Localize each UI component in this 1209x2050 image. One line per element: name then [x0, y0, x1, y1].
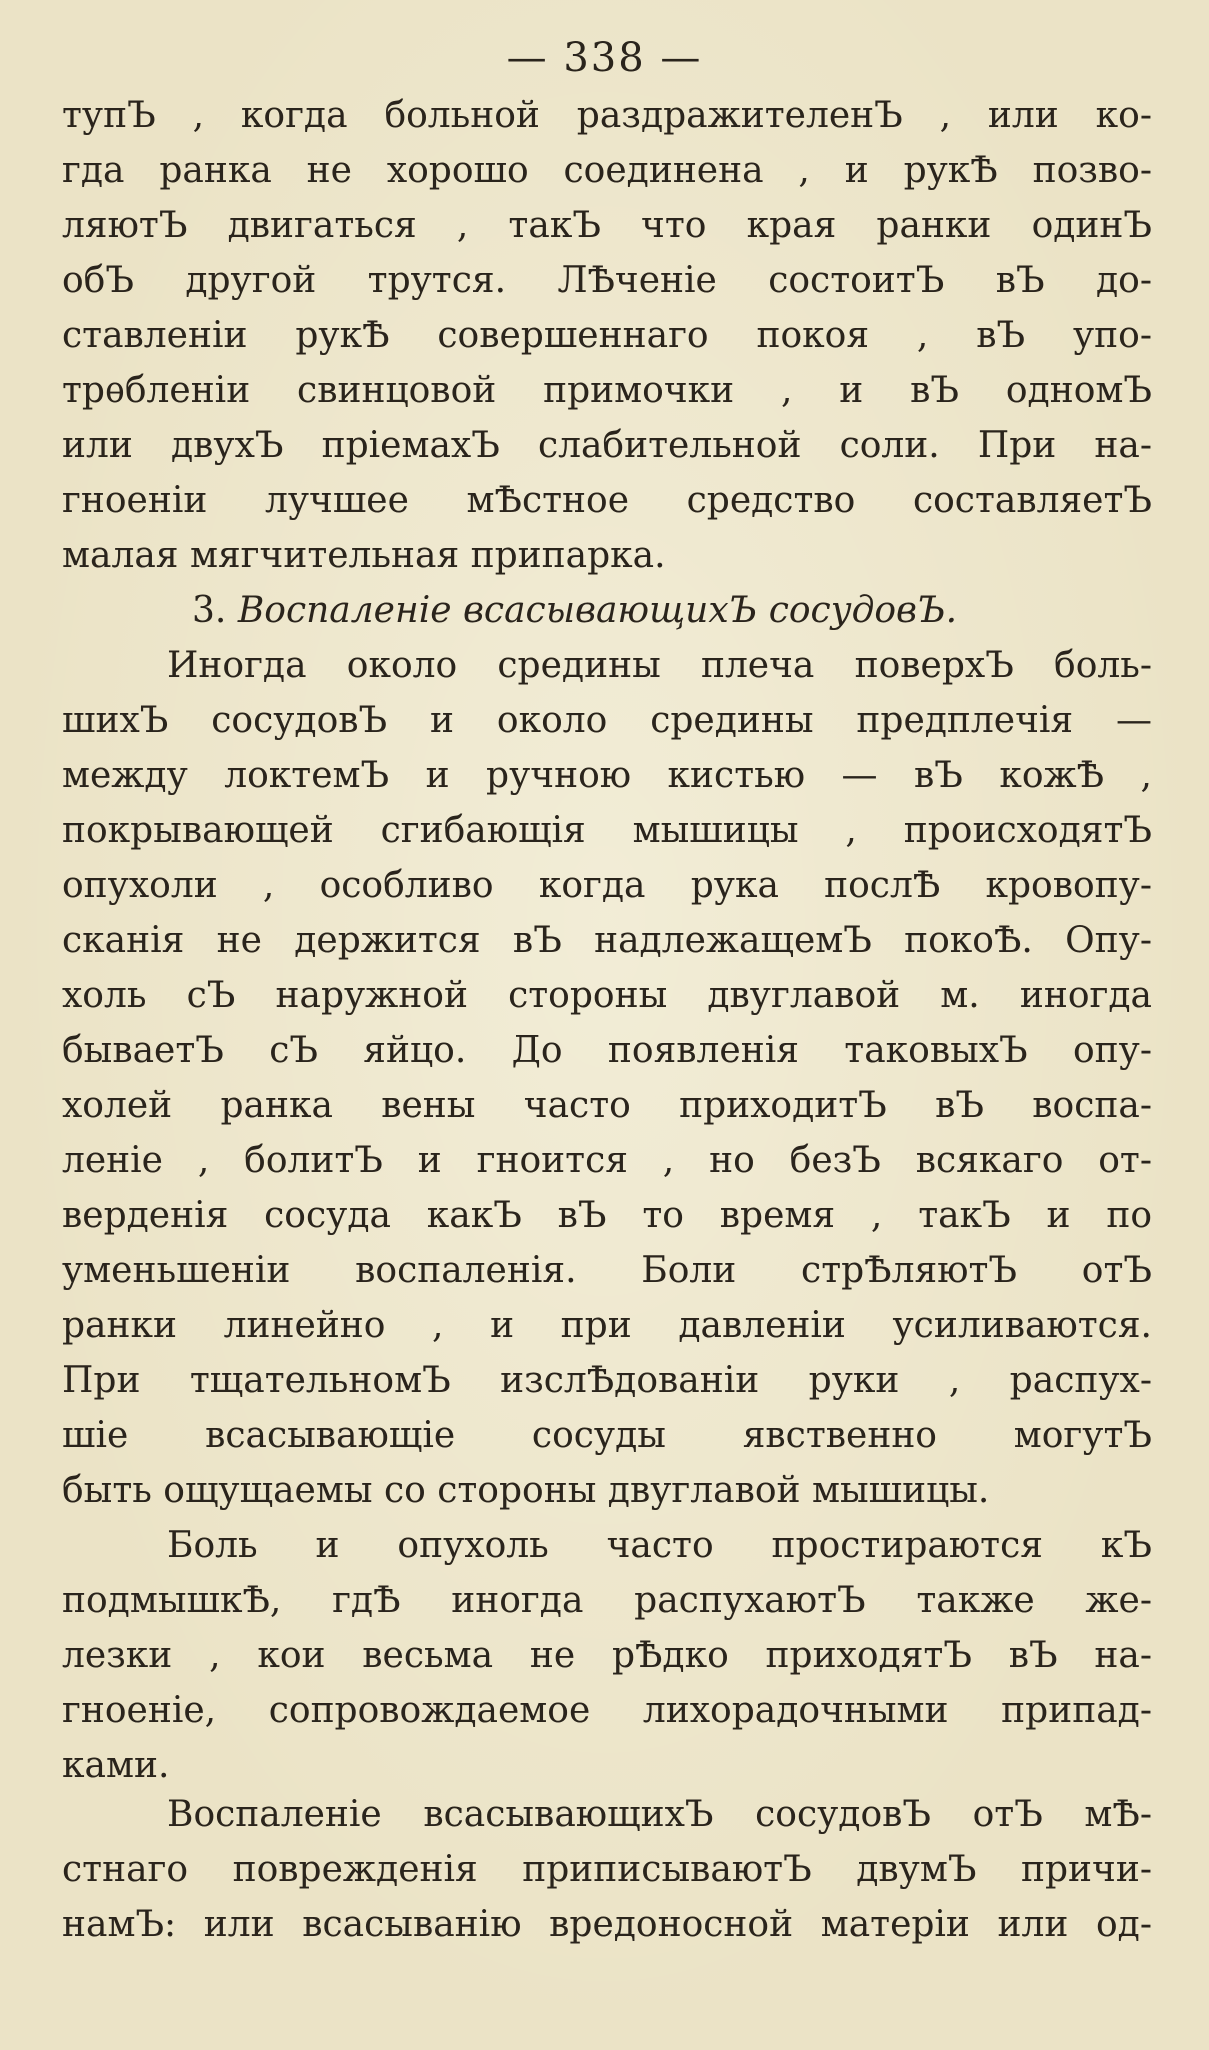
text-line: Воспаленіе всасывающихЪ сосудовЪ отЪ мѢ-: [167, 1794, 1152, 1835]
text-line: стнаго поврежденія приписываютЪ двумЪ причи-: [62, 1849, 1152, 1890]
text-line: шихЪ сосудовЪ и около средины предплечія —: [62, 700, 1152, 741]
page-number: — 338 —: [506, 35, 703, 81]
text-line: уменьшеніи воспаленія. Боли стрѢляютЪ отЪ: [62, 1250, 1152, 1291]
section-number: 3.: [192, 590, 227, 631]
text-line: опухоли , особливо когда рука послѢ кровопу-: [62, 865, 1152, 906]
text-line: быть ощущаемы со стороны двуглавой мышицы.: [62, 1470, 990, 1511]
text-line: холь сЪ наружной стороны двуглавой м. иногда: [62, 975, 1152, 1016]
text-line: покрывающей сгибающія мышицы , происходятЪ: [62, 810, 1152, 851]
text-line: или двухЪ пріемахЪ слабительной соли. При на-: [62, 425, 1152, 466]
section-heading-line: [62, 583, 1152, 638]
text-line: гноеніе, сопровождаемое лихорадочными припад-: [62, 1690, 1152, 1731]
paragraph-1: [62, 88, 1152, 583]
text-line: леніе , болитЪ и гноится , но безЪ всякаго от-: [62, 1140, 1152, 1181]
paragraph-4: [62, 1787, 1152, 1952]
text-line: При тщательномЪ изслѢдованіи руки , распух-: [62, 1360, 1152, 1401]
text-line: верденія сосуда какЪ вЪ то время , такЪ и по: [62, 1195, 1152, 1236]
text-line: холей ранка вены часто приходитЪ вЪ воспа-: [62, 1085, 1152, 1126]
section-heading: [62, 583, 1152, 638]
text-line: между локтемЪ и ручною кистью — вЪ кожѢ ,: [62, 755, 1152, 796]
text-line: Боль и опухоль часто простираются кЪ: [167, 1525, 1152, 1566]
text-line: подмышкѢ, гдѢ иногда распухаютЪ также же-: [62, 1580, 1152, 1621]
text-line: Иногда около средины плеча поверхЪ боль-: [167, 645, 1152, 686]
text-line: обЪ другой трутся. ЛѢченіе состоитЪ вЪ до-: [62, 260, 1152, 301]
text-line: бываетЪ сЪ яйцо. До появленія таковыхЪ опу-: [62, 1030, 1152, 1071]
text-line: ранки линейно , и при давленіи усиливаются.: [62, 1305, 1152, 1346]
text-line: ляютЪ двигаться , такЪ что края ранки одинЪ: [62, 205, 1152, 246]
text-line: гноеніи лучшее мѢстное средство составляетЪ: [62, 480, 1152, 521]
text-line: трѳбленіи свинцовой примочки , и вЪ одномЪ: [62, 370, 1152, 411]
text-line: лезки , кои весьма не рѢдко приходятЪ вЪ на-: [62, 1635, 1152, 1676]
text-line: тупЪ , когда больной раздражителенЪ , или ко-: [62, 95, 1152, 136]
text-line: гда ранка не хорошо соединена , и рукѢ позво-: [62, 150, 1152, 191]
text-line: ставленіи рукѢ совершеннаго покоя , вЪ упо-: [62, 315, 1152, 356]
text-line: ками.: [62, 1745, 170, 1786]
text-line: шіе всасывающіе сосуды явственно могутЪ: [62, 1415, 1152, 1456]
text-line: сканія не держится вЪ надлежащемЪ покоѢ. Опу-: [62, 920, 1152, 961]
text-line: малая мягчительная припарка.: [62, 535, 666, 576]
paragraph-2: [62, 638, 1152, 1518]
section-title: Воспаленіе всасывающихЪ сосудовЪ.: [237, 590, 958, 631]
paragraph-3: [62, 1518, 1152, 1793]
text-line: намЪ: или всасыванію вредоносной матеріи или од-: [62, 1904, 1152, 1945]
